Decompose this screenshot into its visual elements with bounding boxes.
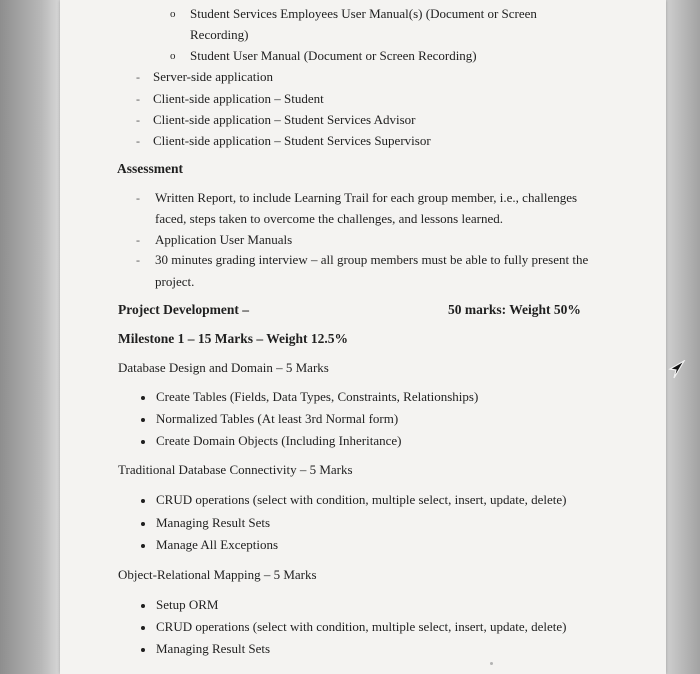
manual-item-1-line-1: Student Services Employees User Manual(s) (Document or Screen xyxy=(190,6,537,21)
application-item-1: Server-side application xyxy=(153,69,273,84)
list-item: CRUD operations (select with condition, multiple select, insert, update, delete) xyxy=(156,619,567,634)
circle-bullet-icon: o xyxy=(170,8,176,20)
document-page xyxy=(60,0,666,674)
list-item: Managing Result Sets xyxy=(156,515,271,530)
project-development-label: Project Development – xyxy=(118,302,249,317)
assessment-heading: Assessment xyxy=(117,161,183,176)
list-item: Create Domain Objects (Including Inheritance) xyxy=(156,433,402,448)
dot-bullet-icon xyxy=(141,626,145,630)
milestone-title: Milestone 1 – 15 Marks – Weight 12.5% xyxy=(118,331,348,346)
dot-bullet-icon xyxy=(141,440,145,444)
dash-bullet-icon: - xyxy=(136,134,140,148)
section-title-orm: Object-Relational Mapping – 5 Marks xyxy=(118,567,317,582)
paper-speck xyxy=(490,662,493,665)
dot-bullet-icon xyxy=(141,522,145,526)
project-development-marks: 50 marks: Weight 50% xyxy=(448,302,581,317)
application-item-2: Client-side application – Student xyxy=(153,91,324,106)
list-item: Normalized Tables (At least 3rd Normal form) xyxy=(156,411,399,426)
dash-bullet-icon: - xyxy=(136,70,140,84)
dot-bullet-icon xyxy=(141,396,145,400)
list-item: Create Tables (Fields, Data Types, Constraints, Relationships) xyxy=(156,389,479,404)
list-item: Managing Result Sets xyxy=(156,641,271,656)
assessment-item-3-line-2: project. xyxy=(155,274,195,289)
mouse-pointer-icon xyxy=(668,360,686,380)
dot-bullet-icon xyxy=(141,418,145,422)
assessment-item-1-line-1: Written Report, to include Learning Trail for each group member, i.e., challenges xyxy=(155,190,578,205)
assessment-item-1-line-2: faced, steps taken to overcome the challenges, and lessons learned. xyxy=(155,211,503,226)
circle-bullet-icon: o xyxy=(170,50,176,62)
assessment-item-2: Application User Manuals xyxy=(155,232,293,247)
dash-bullet-icon: - xyxy=(136,113,140,127)
dash-bullet-icon: - xyxy=(136,92,140,106)
background-left-edge xyxy=(0,0,60,674)
manual-item-2: Student User Manual (Document or Screen Recording) xyxy=(190,48,477,63)
background-right-edge xyxy=(666,0,700,674)
application-item-4: Client-side application – Student Services Supervisor xyxy=(153,133,431,148)
dash-bullet-icon: - xyxy=(136,233,140,247)
list-item: Manage All Exceptions xyxy=(156,537,279,552)
assessment-item-3-line-1: 30 minutes grading interview – all group members must be able to fully present the xyxy=(155,252,589,267)
list-item: CRUD operations (select with condition, multiple select, insert, update, delete) xyxy=(156,492,567,507)
application-item-3: Client-side application – Student Services Advisor xyxy=(153,112,416,127)
dot-bullet-icon xyxy=(141,544,145,548)
dot-bullet-icon xyxy=(141,648,145,652)
section-title-database-design: Database Design and Domain – 5 Marks xyxy=(118,360,329,375)
list-item: Setup ORM xyxy=(156,597,219,612)
dot-bullet-icon xyxy=(141,499,145,503)
manual-item-1-line-2: Recording) xyxy=(190,27,249,42)
dash-bullet-icon: - xyxy=(136,191,140,205)
section-title-database-connectivity: Traditional Database Connectivity – 5 Marks xyxy=(118,462,353,477)
dash-bullet-icon: - xyxy=(136,253,140,267)
dot-bullet-icon xyxy=(141,604,145,608)
